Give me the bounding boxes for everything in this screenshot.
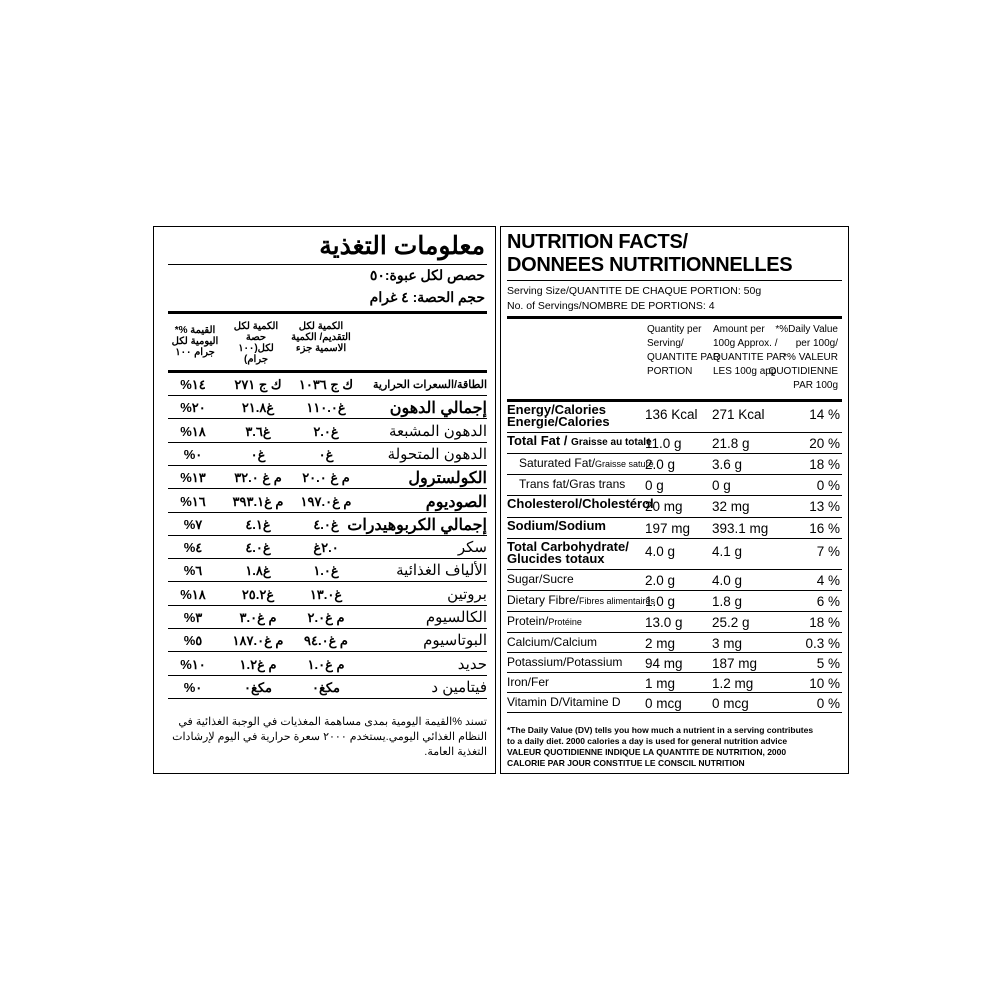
nutrient-name: الدهون المشبعة	[388, 422, 487, 440]
daily-value: 14 %	[809, 407, 840, 422]
arabic-col-dv: القيمة %* اليومية لكل جرام ١٠٠	[171, 325, 219, 358]
per-serving-value: 20 mg	[645, 499, 683, 514]
divider-thick	[507, 316, 842, 319]
daily-value: ١٨%	[180, 423, 206, 439]
per-100g-value: 21.8 g	[712, 436, 750, 451]
per-100g-value: 1.8 g	[712, 594, 743, 609]
daily-value: 13 %	[809, 499, 840, 514]
daily-value: ١٣%	[180, 470, 206, 486]
header-line: QUANTITE PAR	[647, 352, 721, 363]
per-serving-value: غ١١٠.٠	[306, 400, 346, 416]
per-serving-value: 94 mg	[645, 656, 683, 671]
per-serving-value: ٢.٠غ	[313, 540, 339, 556]
nutrient-label-line-2: Glucides totaux	[507, 551, 605, 566]
english-col-dv	[769, 323, 838, 393]
nutrient-name: الألياف الغذائية	[396, 562, 487, 580]
per-100g-value: ك ج ٢٧١	[234, 377, 282, 392]
per-100g-value: م غ١.٢	[239, 656, 277, 672]
table-row	[507, 402, 842, 433]
header-line: Quantity per	[647, 324, 702, 335]
arabic-servings-per-pack: حصص لكل عبوة:٥٠	[369, 267, 485, 283]
arabic-col-per-serving: الكمية لكل التقديم/ الكمية الاسمية جزء	[291, 321, 351, 354]
nutrient-name: الطاقة/السعرات الحرارية	[373, 379, 487, 391]
table-row	[168, 466, 487, 489]
daily-value: ١٨%	[180, 586, 206, 602]
per-serving-value: م غ ٢٠.٠	[302, 470, 350, 486]
english-title	[507, 231, 792, 277]
daily-value: 0 %	[816, 696, 840, 711]
table-row	[168, 420, 487, 443]
daily-value: ٥%	[183, 633, 203, 649]
per-100g-value: م غ ٣٢.٠	[234, 470, 282, 486]
per-100g-value: م غ٣٩٣.١	[232, 493, 284, 509]
nutrient-name: فيتامين د	[431, 678, 487, 696]
nutrient-label: Dietary Fibre/	[507, 593, 580, 607]
per-serving-value: غ٢.٠	[313, 423, 339, 439]
nutrient-name	[519, 456, 654, 470]
daily-value: ١٦%	[180, 493, 206, 509]
daily-value: 4 %	[816, 573, 840, 588]
per-serving-value: م غ١٩٧.٠	[300, 493, 352, 509]
nutrient-name	[507, 520, 606, 532]
daily-value: ٣%	[183, 610, 203, 625]
nutrient-name	[507, 675, 549, 689]
header-line: Amount per	[713, 324, 765, 335]
header-line: QUOTIDIENNE	[768, 366, 838, 377]
table-row	[507, 673, 842, 693]
per-serving-value: مكغ٠	[311, 679, 341, 695]
nutrient-sublabel: Protéine	[548, 617, 582, 627]
nutrient-name	[507, 614, 582, 628]
divider-thick	[168, 311, 487, 314]
daily-value: ٢٠%	[180, 400, 206, 416]
table-row	[507, 454, 842, 475]
nutrient-label: Total Fat /	[507, 433, 572, 448]
per-serving-value: 197 mg	[645, 521, 691, 536]
table-row	[168, 536, 487, 559]
per-100g-value: غ٤.٠	[245, 540, 271, 556]
daily-value: 18 %	[809, 457, 840, 472]
table-row	[507, 612, 842, 633]
per-100g-value: 0 g	[712, 478, 731, 493]
table-row	[507, 653, 842, 673]
nutrient-name	[507, 695, 621, 709]
per-serving-value: 1.0 g	[645, 594, 676, 609]
nutrient-name: إجمالي الدهون	[389, 400, 487, 418]
header-line: Serving/	[647, 338, 684, 349]
daily-value: 6 %	[816, 594, 840, 609]
table-row	[168, 396, 487, 419]
english-servings: No. of Servings/NOMBRE DE PORTIONS: 4	[507, 300, 715, 312]
daily-value: ٠%	[183, 679, 203, 695]
daily-value: 16 %	[809, 521, 840, 536]
nutrient-label: Protein/	[507, 614, 549, 628]
arabic-serving-size: حجم الحصة: ٤ غرام	[369, 289, 485, 305]
table-row	[507, 693, 842, 713]
daily-value: 0.3 %	[805, 636, 840, 651]
table-row	[168, 513, 487, 536]
nutrient-label-line-2: Energie/Calories	[507, 414, 610, 429]
table-row	[507, 433, 842, 454]
nutrient-label: Saturated Fat/	[519, 456, 596, 470]
nutrient-name	[519, 477, 625, 491]
table-row	[507, 633, 842, 653]
daily-value: 0 %	[816, 478, 840, 493]
arabic-footnote: تسند %القيمة اليومية بمدى مساهمة المغذيات في الوجبة الغذائية في النظام الغذائي اليومي.يستخدم ٢٠٠٠ سعرة حرارية في اليوم لإرشادات التغذية العامة.	[172, 716, 487, 758]
table-row	[168, 373, 487, 396]
daily-value: 10 %	[809, 676, 840, 691]
table-row	[507, 539, 842, 570]
header-line: QUANTITE PAR	[713, 352, 787, 363]
nutrient-label: Calcium/Calcium	[507, 635, 598, 649]
nutrient-name: البوتاسيوم	[423, 632, 487, 650]
header-line: *% VALEUR	[783, 352, 838, 363]
header-line: *%Daily Value	[775, 324, 838, 335]
table-row	[168, 676, 487, 699]
header-line: PAR 100g	[793, 380, 838, 391]
daily-value: ٠%	[183, 446, 203, 462]
per-100g-value: 32 mg	[712, 499, 750, 514]
per-serving-value: غ٠	[318, 446, 334, 462]
row-divider	[168, 698, 487, 699]
footnote-line: to a daily diet. 2000 calories a day is used for general nutrition advice	[507, 736, 788, 746]
daily-value: 5 %	[816, 656, 840, 671]
per-serving-value: غ٤.٠	[313, 516, 339, 532]
table-row	[507, 518, 842, 539]
nutrient-name: الصوديوم	[425, 493, 487, 511]
per-serving-value: 0 g	[645, 478, 664, 493]
per-100g-value: غ١.٨	[245, 563, 271, 579]
english-col-per-serving	[647, 323, 720, 379]
per-100g-value: 3.6 g	[712, 457, 743, 472]
per-serving-value: 13.0 g	[645, 615, 683, 630]
per-100g-value: غ٢١.٨	[241, 400, 275, 416]
footnote-line: CALORIE PAR JOUR CONSTITUE LE CONSCIL NUTRITION	[507, 758, 745, 768]
nutrient-name: حديد	[457, 655, 487, 673]
table-row	[168, 583, 487, 606]
nutrient-label: Potassium/Potassium	[507, 655, 623, 669]
table-row	[507, 591, 842, 612]
per-100g-value: غ٤.١	[245, 516, 271, 532]
per-serving-value: 136 Kcal	[645, 407, 698, 422]
nutrient-label: Cholesterol/Cholestérol	[507, 496, 654, 511]
table-row	[168, 443, 487, 466]
nutrient-label: Trans fat/Gras trans	[519, 477, 626, 491]
daily-value: ٧%	[183, 516, 203, 532]
nutrient-name	[507, 541, 629, 565]
divider	[507, 280, 842, 281]
daily-value: ١٤%	[180, 377, 206, 392]
footnote-line: VALEUR QUOTIDIENNE INDIQUE LA QUANTITE DE NUTRITION, 2000	[507, 747, 787, 757]
english-nutrition-panel	[500, 226, 849, 774]
header-line: PORTION	[647, 366, 693, 377]
header-line: LES 100g app	[713, 366, 777, 377]
header-line: 100g Approx. /	[713, 338, 778, 349]
nutrient-name	[507, 498, 654, 510]
per-100g-value: م غ٣.٠	[239, 610, 277, 625]
per-100g-value: غ٣.٦	[245, 423, 271, 439]
title-line-1: NUTRITION FACTS/	[507, 231, 688, 253]
per-100g-value: 4.0 g	[712, 573, 743, 588]
nutrient-name	[507, 593, 655, 607]
per-100g-value: غ٢٥.٢	[241, 586, 275, 602]
nutrient-name: الكولسترول	[408, 470, 487, 488]
nutrient-sublabel: Fibres alimentaires	[579, 596, 656, 606]
nutrient-name: الكالسيوم	[425, 609, 487, 626]
per-100g-value: م غ١٨٧.٠	[232, 633, 284, 649]
per-serving-value: غ١.٠	[313, 563, 339, 579]
per-serving-value: م غ٢.٠	[307, 610, 345, 625]
nutrient-label: Iron/Fer	[507, 675, 550, 689]
per-serving-value: 2 mg	[645, 636, 676, 651]
table-row	[507, 475, 842, 496]
nutrient-name	[507, 635, 597, 649]
nutrient-label: Sodium/Sodium	[507, 518, 606, 533]
table-row	[168, 653, 487, 676]
per-serving-value: 1 mg	[645, 676, 676, 691]
per-100g-value: 25.2 g	[712, 615, 750, 630]
per-100g-value: 393.1 mg	[712, 521, 769, 536]
arabic-nutrition-panel	[153, 226, 496, 774]
nutrient-name	[507, 572, 574, 586]
per-serving-value: 11.0 g	[645, 436, 682, 451]
per-serving-value: 2.0 g	[645, 573, 676, 588]
per-serving-value: 4.0 g	[645, 544, 676, 559]
daily-value: ١٠%	[180, 656, 206, 672]
per-serving-value: 0 mcg	[645, 696, 682, 711]
daily-value: 18 %	[809, 615, 840, 630]
table-row	[168, 559, 487, 582]
table-row	[507, 570, 842, 591]
table-row	[168, 490, 487, 513]
nutrient-name	[507, 655, 622, 669]
per-100g-value: 271 Kcal	[712, 407, 765, 422]
nutrient-name	[507, 435, 652, 449]
english-footnote	[507, 725, 842, 769]
per-100g-value: 0 mcg	[712, 696, 749, 711]
nutrient-name: بروتين	[447, 585, 487, 603]
nutrient-label: Vitamin D/Vitamine D	[507, 695, 621, 709]
per-serving-value: ك ج ١٠٣٦	[298, 377, 354, 392]
daily-value: 20 %	[809, 436, 840, 451]
nutrient-label: Energy/Calories	[507, 402, 606, 417]
per-100g-value: 187 mg	[712, 656, 758, 671]
per-100g-value: 3 mg	[712, 636, 743, 651]
daily-value: 7 %	[816, 544, 840, 559]
nutrient-name: الدهون المتحولة	[387, 445, 487, 463]
per-serving-value: م غ٩٤.٠	[304, 633, 348, 649]
per-100g-value: 4.1 g	[712, 544, 743, 559]
header-line: per 100g/	[795, 338, 838, 349]
nutrient-label: Total Carbohydrate/	[507, 539, 629, 554]
table-row	[168, 629, 487, 652]
nutrient-name: إجمالي الكربوهيدرات	[347, 516, 487, 534]
table-row	[507, 496, 842, 518]
title-line-2: DONNEES NUTRITIONNELLES	[507, 254, 793, 276]
arabic-title: معلومات التغذية	[319, 232, 485, 260]
per-100g-value: مكغ٠	[243, 679, 273, 695]
daily-value: ٦%	[183, 563, 203, 579]
nutrient-label: Sugar/Sucre	[507, 572, 574, 586]
per-100g-value: غ٠	[250, 446, 266, 462]
per-serving-value: 2.0 g	[645, 457, 676, 472]
per-100g-value: 1.2 mg	[712, 676, 754, 691]
footnote-line: *The Daily Value (DV) tells you how much a nutrient in a serving contributes	[507, 725, 814, 735]
nutrient-name: سكر	[457, 539, 487, 557]
per-serving-value: م غ١.٠	[307, 656, 345, 672]
nutrient-sublabel: Graisse saturé	[595, 459, 654, 469]
english-serving-size: Serving Size/QUANTITE DE CHAQUE PORTION: 50g	[507, 285, 762, 297]
divider	[168, 264, 487, 265]
nutrient-sublabel: Graisse au totale	[571, 437, 652, 448]
row-divider	[507, 712, 842, 713]
arabic-col-per-100g: الكمية لكل حصة لكل(١٠٠ جرام)	[233, 321, 279, 365]
nutrient-name	[507, 404, 610, 428]
daily-value: ٤%	[183, 540, 203, 556]
per-serving-value: غ١٣.٠	[309, 586, 343, 602]
table-row	[168, 606, 487, 629]
